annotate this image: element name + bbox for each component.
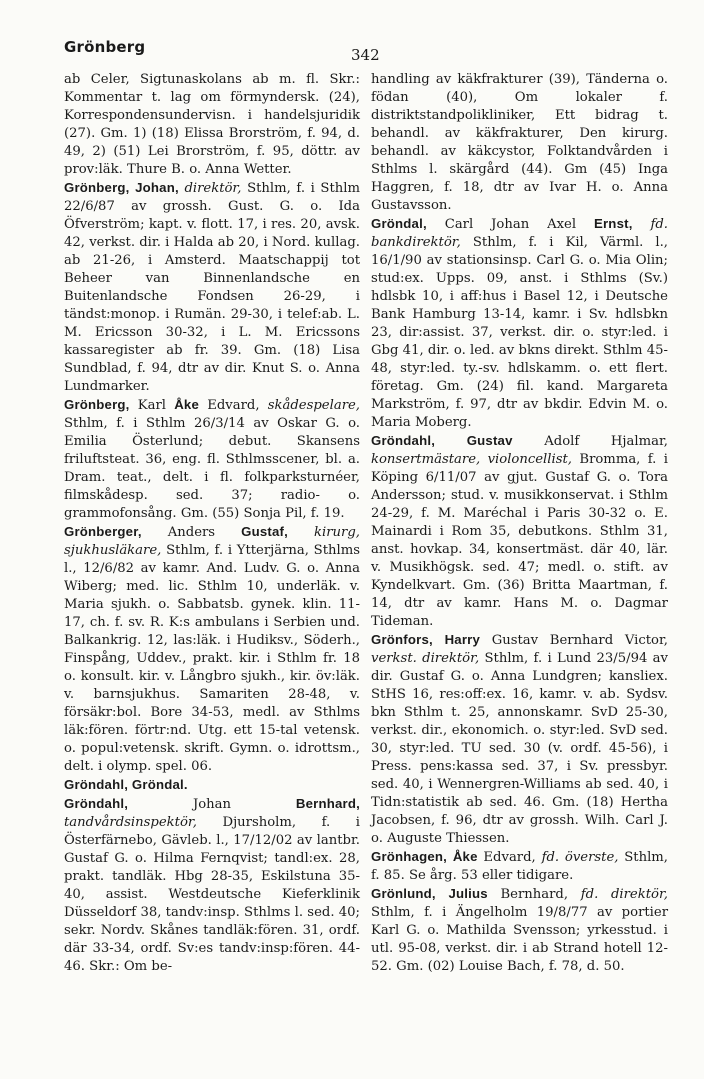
entry-text: Sthlm, f. i Ytterjärna, Sthlms l., 12/6/82 av kamr. And. Ludv. G. o. Anna Wiberg; med. lic. Sthlm 10, underläk. v. Maria sjukh. o. Sabbatsb. gynek. klin. 11-17, ch. f. sv. R. K:s ambulans i Serbien und. Balkankrig. 12, las:läk. i Hudiksv., Söderh., Finspång, Uddev., prakt. kir. i Sthlm fr. 18 o. konsult. kir. v. Långbro sjukh., kir. öv:läk. v. barnsjukhus. Samariten 28-48, v. försäkr:bol. Bore 34-53, medl. av Sthlms läk:fören. förtr:nd. Utg. ett 15-tal vetensk. o. popul:vetensk. skrift. Gymn. o. idrottsm., delt. i olymp. spel. 06. — [64, 543, 360, 774]
entry-given-post: Adolf Hjalmar, — [544, 434, 668, 449]
entry-given-name: Johan, — [135, 180, 179, 195]
entry-title: fd. bankdirektör, — [371, 217, 668, 250]
entry-text: Sthlm, f. i Sthlm 26/3/14 av Oskar G. o. Emilia Österlund; debut. Skansens friluftsteat. 36, eng. fl. Sthlmsscener, bl. a. Dram. teat., delt. i fl. folkparksturnéer, filmskådesp. sed. 37; radio- o. grammofonsång. Gm. (55) Sonja Pil, f. 19. — [64, 416, 360, 521]
entry-gronberg-johan — [64, 179, 360, 396]
entry-given-post: Edvard, — [483, 850, 536, 865]
entry-given-name: Åke — [174, 397, 199, 412]
entry-given-name: Gustav — [466, 433, 513, 448]
entry-surname: Grönlund, — [371, 886, 436, 901]
entry-grondahl-gustav — [371, 432, 668, 631]
entry-given-post: Gustav Bernhard Victor, — [491, 633, 668, 648]
entry-surname: Gröndal, — [371, 216, 427, 231]
entry-title: fd. överste, — [541, 850, 619, 865]
entry-surname: Grönfors, — [371, 632, 433, 647]
entry-text: Sthlm, f. i Sthlm 22/6/87 av grossh. Gust. G. o. Ida Öfverström; kapt. v. flott. 17, i res. 20, avsk. 42, verkst. dir. i Halda ab 20, i Nord. kullag. ab 21-26, i Amsterd. Maatschappij tot Beheer van Binnenlandsche en Buitenlandsche Fondsen 26-29, i tändst:monop. i Rumän. 29-30, i telef:ab. L. M. Ericsson 30-32, i L. M. Ericssons kassaregister ab fr. 39. Gm. (18) Lisa Sundblad, f. 94, dtr av dir. Knut S. o. Anna Lundmarker. — [64, 181, 360, 394]
entry-given-name: Ernst, — [593, 216, 633, 231]
entry-gronfors-harry — [371, 631, 668, 848]
entry-surname: Grönberg, — [64, 180, 130, 195]
entry-title: kirurg, sjukhusläkare, — [64, 525, 360, 558]
entry-text: Bromma, f. i Köping 6/11/07 av gjut. Gustaf G. o. Tora Andersson; stud. v. musikkonservat. i Sthlm 24-29, f. M. Maréchal i Paris 30-32 o. E. Mainardi i Rom 35, debutkons. Sthlm 31, anst. hovkap. 34, konsertmäst. där 40, lär. v. Musikhögsk. sed. 47; medl. o. stift. av Kyndelkvart. Gm. (36) Britta Maartman, f. 14, dtr av kamr. Hans M. o. Dagmar Tideman. — [371, 452, 668, 629]
entry-gronberg-ake — [64, 396, 360, 523]
entry-text: Sthlm, f. i Kil, Värml. l., 16/1/90 av stationsinsp. Carl G. o. Mia Olin; stud:ex. Upps. 09, anst. i Sthlms (Sv.) hdlsbk 10, i aff:hus i Basel 12, i Deutsche Bank Hamburg 13-14, kamr. i Sv. hdlsbkn 23, dir:assist. 37, verkst. dir. o. styr:led. i Gbg 41, dir. o. led. av bkns direkt. Sthlm 45-48, styr:led. ty.-sv. hdlskamm. o. ett flert. företag. Gm. (24) fil. kand. Margareta Markström, f. 97, dtr av bkdir. Edvin M. o. Maria Moberg. — [371, 235, 668, 430]
running-head: Grönberg — [64, 38, 146, 56]
entry-title: fd. direktör, — [580, 887, 668, 902]
entry-surname: Grönberger, — [64, 524, 142, 539]
entry-title: tandvårdsinspektör, — [64, 815, 197, 830]
entry-text: Sthlm, f. i Lund 23/5/94 av dir. Gustaf G. o. Anna Lundgren; kansliex. StHS 16, res:off:ex. 16, kamr. v. ab. Sydsv. bkn Sthlm t. 25, annonskamr. SvD 25-30, verkst. dir., ekonomich. o. styr:led. SvD sed. 30, styr:led. TU sed. 30 (v. ordf. 45-56), i Press. pens:kassa sed. 37, i Sv. pressbyr. sed. 40, i Wennergren-Williams ab sed. 40, i Tidn:statistik ab sed. 46. Gm. (18) Hertha Jacobsen, f. 96, dtr av grossh. Wilh. Carl J. o. Auguste Thiessen. — [371, 651, 668, 846]
entry-title: konsertmästare, violoncellist, — [371, 452, 572, 467]
entry-text: Sthlm, f. 85. Se årg. 53 eller tidigare. — [371, 850, 668, 883]
entry-gronlund-julius — [371, 885, 668, 976]
entry-text: Sthlm, f. i Ängelholm 19/8/77 av portier Karl G. o. Mathilda Svensson; yrkesstud. i utl. 95-08, verkst. dir. i ab Strand hotell 12-52. Gm. (02) Louise Bach, f. 78, d. 50. — [371, 905, 668, 974]
entry-given-pre: Carl Johan Axel — [444, 217, 577, 232]
entry-given-name: Harry — [444, 632, 481, 647]
entry-given-pre: Karl — [137, 398, 166, 413]
entry-crossref-grondahl — [64, 776, 360, 795]
entry-gronhagen-ake — [371, 848, 668, 885]
entry-given-name: Julius — [448, 886, 488, 901]
entry-given-name: Bernhard, — [295, 796, 360, 811]
entry-surname: Grönhagen, — [371, 849, 447, 864]
entry-text: Djursholm, f. i Österfärnebo, Gävleb. l., 17/12/02 av lantbr. Gustaf G. o. Hilma Fernqvist; tandl:ex. 28, prakt. tandläk. Hbg 28-35, Eskilstuna 35-40, assist. Westdeutsche Kieferklinik Düsseldorf 38, tandv:insp. Sthlms l. sed. 40; sekr. Nordv. Skånes tandläk:fören. 31, ordf. där 33-34, ordf. Sv:es tandv:insp:fören. 44-46. Skr.: Om be- — [64, 815, 360, 974]
entry-title: direktör, — [184, 181, 242, 196]
entry-surname: Gröndahl, — [64, 796, 129, 811]
entry-grondal-ernst — [371, 215, 668, 432]
entry-title: verkst. direktör, — [371, 651, 480, 666]
right-column — [371, 71, 668, 976]
entry-title: skådespelare, — [267, 398, 360, 413]
entry-given-name: Åke — [452, 849, 478, 864]
entry-continuation: handling av käkfrakturer (39), Tänderna o. födan (40), Om lokaler f. distriktstandpolikliniker, Ett bidrag t. behandl. av käkfrakturer, Den kirurg. behandl. av käkcystor, Folktandvården i Sthlms l. skärgård (44). Gm (45) Inga Haggren, f. 18, dtr av Ivar H. o. Anna Gustavsson. — [371, 72, 668, 213]
entry-surname: Grönberg, — [64, 397, 130, 412]
entry-given-pre: Anders — [167, 525, 216, 540]
entry-given-name: Gustaf, — [241, 524, 288, 539]
entry-surname: Gröndahl, Gröndal. — [64, 777, 188, 792]
page-number: 342 — [351, 46, 380, 64]
entry-given-pre: Johan — [192, 797, 232, 812]
left-column — [64, 71, 360, 976]
entry-grondahl-bernhard — [64, 795, 360, 976]
entry-given-post: Edvard, — [207, 398, 260, 413]
entry-given-post: Bernhard, — [500, 887, 569, 902]
entry-surname: Gröndahl, — [371, 433, 436, 448]
entry-continuation: ab Celer, Sigtunaskolans ab m. fl. Skr.: Kommentar t. lag om förmyndersk. (24), Korrespondensundervisn. i handelsjuridik (27). Gm. 1) (18) Elissa Brorström, f. 94, d. 49, 2) (51) Lei Brorström, f. 95, döttr. av prov:läk. Thure B. o. Anna Wetter. — [64, 72, 360, 177]
entry-gronberger-gustaf — [64, 523, 360, 776]
